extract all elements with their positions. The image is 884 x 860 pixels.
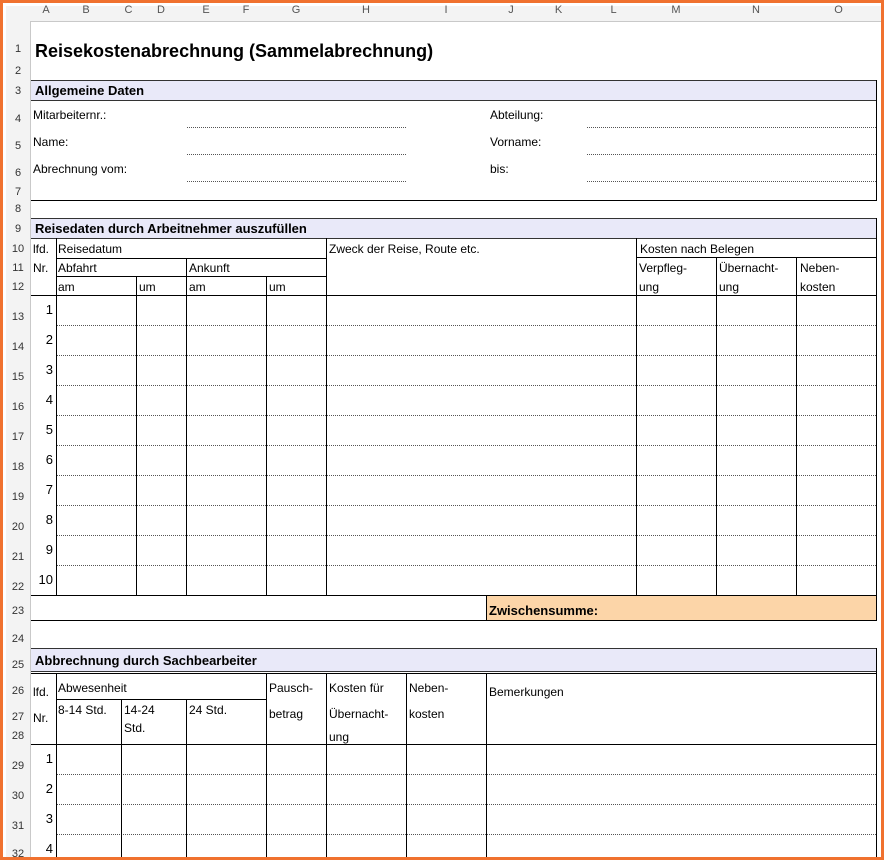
travel-row-number: 3: [45, 362, 53, 377]
travel-row-divider: [56, 355, 876, 356]
travel-col-line: [796, 257, 797, 621]
clerk-other-costs-header-line2: kosten: [409, 707, 445, 721]
row-header-10[interactable]: 10: [11, 243, 25, 255]
clerk-other-costs-header-line1: Neben-: [409, 681, 449, 695]
other-costs-header-line1: Neben-: [800, 261, 840, 275]
travel-row-number: 2: [45, 332, 53, 347]
travel-col-line: [876, 218, 877, 621]
clerk-row-number: 2: [45, 781, 53, 796]
column-header-k[interactable]: K: [554, 4, 563, 16]
clerk-col-line: [56, 673, 57, 860]
costs-header-line: [637, 257, 876, 258]
row-header-28[interactable]: 28: [11, 730, 25, 742]
absence-header: Abwesenheit: [58, 681, 127, 695]
subtotal-label: Zwischensumme:: [489, 603, 599, 618]
row-header-30[interactable]: 30: [11, 790, 25, 802]
row-header-24[interactable]: 24: [11, 633, 25, 645]
column-header-j[interactable]: J: [508, 4, 514, 16]
travel-row-divider: [56, 385, 876, 386]
column-header-i[interactable]: I: [444, 4, 448, 16]
label-name: Name:: [33, 135, 69, 149]
subtotal-col-line: [486, 596, 487, 621]
first-name-field[interactable]: [587, 154, 876, 155]
label-department: Abteilung:: [490, 108, 544, 122]
employee-no-field[interactable]: [187, 127, 406, 128]
absence-header-line: [56, 699, 266, 700]
row-header-20[interactable]: 20: [11, 521, 25, 533]
column-header-e[interactable]: E: [202, 4, 210, 16]
overnight-header-line1: Übernacht-: [719, 261, 779, 275]
travel-row-divider: [56, 565, 876, 566]
other-costs-header-line2: kosten: [800, 280, 836, 294]
travel-row-number: 7: [45, 482, 53, 497]
department-field[interactable]: [587, 127, 876, 128]
departure-date-header: am: [58, 280, 75, 294]
travel-row-number: 10: [38, 572, 53, 587]
until-field[interactable]: [587, 181, 876, 182]
column-header-d[interactable]: D: [157, 4, 165, 16]
label-until: bis:: [490, 162, 509, 176]
section-travel-title: Reisedaten durch Arbeitnehmer auszufüllen: [35, 221, 307, 236]
arrival-header: Ankunft: [189, 261, 230, 275]
hours-14-24-header-line1: 14-24: [124, 703, 155, 717]
clerk-row-number: 1: [45, 751, 53, 766]
row-header-6[interactable]: 6: [14, 167, 22, 179]
departure-time-header: um: [139, 280, 156, 294]
hours-14-24-header-line2: Std.: [124, 721, 146, 735]
costs-header: Kosten nach Belegen: [640, 242, 755, 256]
overnight-costs-header-line3: ung: [329, 730, 350, 744]
column-header-o[interactable]: O: [834, 4, 843, 16]
row-header-9[interactable]: 9: [14, 223, 22, 235]
column-header-h[interactable]: H: [362, 4, 370, 16]
travel-subheader-line: [56, 276, 326, 277]
row-header-29[interactable]: 29: [11, 760, 25, 772]
flat-rate-header-line2: betrag: [269, 707, 304, 721]
row-header-22[interactable]: 22: [11, 581, 25, 593]
travel-date-header: Reisedatum: [58, 242, 123, 256]
clerk-header-top: [31, 673, 876, 674]
label-billing-from: Abrechnung vom:: [33, 162, 128, 176]
row-header-8[interactable]: 8: [14, 203, 22, 215]
departure-header: Abfahrt: [58, 261, 97, 275]
general-box-right: [876, 80, 877, 201]
travel-row-divider: [56, 445, 876, 446]
section-general-title: Allgemeine Daten: [35, 83, 145, 98]
clerk-row-number: 4: [45, 841, 53, 856]
billing-from-field[interactable]: [187, 181, 406, 182]
travel-row-number: 4: [45, 392, 53, 407]
column-header-b[interactable]: B: [82, 4, 90, 16]
row-header-31[interactable]: 31: [11, 820, 25, 832]
clerk-col-line: [326, 673, 327, 860]
travel-row-divider: [56, 505, 876, 506]
row-header-2[interactable]: 2: [14, 65, 22, 77]
row-header-17[interactable]: 17: [11, 431, 25, 443]
row-header-25[interactable]: 25: [11, 659, 25, 671]
flat-rate-header-line1: Pausch-: [269, 681, 314, 695]
clerk-row-divider: [56, 834, 876, 835]
row-header-12[interactable]: 12: [11, 281, 25, 293]
column-header-c[interactable]: C: [124, 4, 133, 16]
meals-header-line1: Verpfleg-: [639, 261, 688, 275]
name-field[interactable]: [187, 154, 406, 155]
row-header-21[interactable]: 21: [11, 551, 25, 563]
clerk-table-header-bottom: [31, 744, 876, 745]
page-title: Reisekostenabrechnung (Sammelabrechnung): [35, 41, 434, 61]
row-header-15[interactable]: 15: [11, 371, 25, 383]
section-clerk-title: Abbrechnung durch Sachbearbeiter: [35, 653, 257, 668]
clerk-col-line: [406, 673, 407, 860]
overnight-header-line2: ung: [719, 280, 740, 294]
travel-row-number: 5: [45, 422, 53, 437]
clerk-lfd-label: lfd.: [33, 685, 50, 699]
row-header-32[interactable]: 32: [11, 848, 25, 860]
overnight-costs-header-line1: Kosten für: [329, 681, 384, 695]
overnight-costs-header-line2: Übernacht-: [329, 707, 389, 721]
row-header-18[interactable]: 18: [11, 461, 25, 473]
travel-row-number: 9: [45, 542, 53, 557]
row-header-4[interactable]: 4: [14, 113, 22, 125]
travel-col-line: [186, 258, 187, 595]
travel-nr-label: Nr.: [33, 261, 49, 275]
travel-row-divider: [56, 535, 876, 536]
clerk-row-divider: [56, 774, 876, 775]
clerk-col-line: [121, 699, 122, 860]
travel-row-number: 1: [45, 302, 53, 317]
travel-col-line: [266, 276, 267, 595]
clerk-col-line: [876, 648, 877, 860]
travel-col-line: [636, 238, 637, 621]
travel-col-line: [56, 238, 57, 595]
travel-row-divider: [56, 415, 876, 416]
row-header-26[interactable]: 26: [11, 685, 25, 697]
subtotal-bottom-line: [31, 620, 876, 621]
meals-header-line2: ung: [639, 280, 660, 294]
clerk-col-line: [266, 673, 267, 860]
row-header-1[interactable]: 1: [14, 43, 22, 55]
clerk-row-divider: [56, 804, 876, 805]
arrival-date-header: am: [189, 280, 206, 294]
hours-24-header: 24 Std.: [189, 703, 228, 717]
travel-row-divider: [56, 325, 876, 326]
clerk-row-number: 3: [45, 811, 53, 826]
row-header-16[interactable]: 16: [11, 401, 25, 413]
row-header-5[interactable]: 5: [14, 140, 22, 152]
row-header-27[interactable]: 27: [11, 711, 25, 723]
row-header-13[interactable]: 13: [11, 311, 25, 323]
remarks-header: Bemerkungen: [489, 685, 564, 699]
column-header-g[interactable]: G: [291, 4, 301, 16]
clerk-col-line: [486, 673, 487, 860]
travel-col-line: [326, 238, 327, 595]
general-box-bottom: [31, 200, 876, 201]
label-employee-no: Mitarbeiternr.:: [33, 108, 107, 122]
row-header-14[interactable]: 14: [11, 341, 25, 353]
section-general-header: [31, 80, 876, 101]
row-header-3[interactable]: 3: [14, 85, 22, 97]
column-header-l[interactable]: L: [610, 4, 617, 16]
travel-table-header-bottom: [31, 295, 876, 296]
hours-8-14-header: 8-14 Std.: [58, 703, 107, 717]
row-header-11[interactable]: 11: [12, 262, 24, 274]
purpose-header: Zweck der Reise, Route etc.: [329, 242, 480, 256]
row-header-19[interactable]: 19: [11, 491, 25, 503]
travel-row-number: 6: [45, 452, 53, 467]
travel-col-line: [136, 276, 137, 595]
row-header-23[interactable]: 23: [11, 605, 25, 617]
label-first-name: Vorname:: [490, 135, 542, 149]
arrival-time-header: um: [269, 280, 286, 294]
travel-row-number: 8: [45, 512, 53, 527]
column-header-n[interactable]: N: [752, 4, 760, 16]
clerk-nr-label: Nr.: [33, 711, 49, 725]
column-header-m[interactable]: M: [671, 4, 681, 16]
clerk-col-line: [186, 699, 187, 860]
column-header-f[interactable]: F: [242, 4, 250, 16]
travel-col-line: [716, 257, 717, 621]
travel-lfd-label: lfd.: [33, 242, 50, 256]
travel-row-divider: [56, 475, 876, 476]
row-header-7[interactable]: 7: [14, 186, 22, 198]
column-header-a[interactable]: A: [42, 4, 50, 16]
travel-header-line: [56, 258, 326, 259]
